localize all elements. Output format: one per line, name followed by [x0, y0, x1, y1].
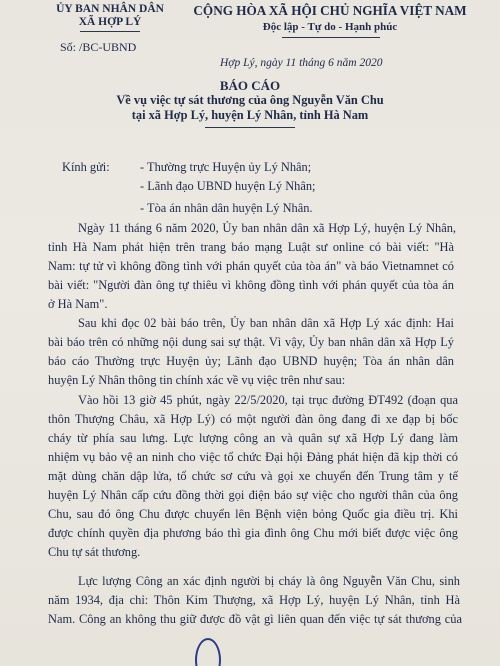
paragraph-4-line: Nam. Công an không thu giữ được đồ vật gì liên quan đến việc tự sát thương của — [48, 612, 462, 626]
paragraph-3-line: Chu, sau đó ông Chu được chuyển lên Bệnh viện bỏng Quốc gia điều trị. Khi — [48, 507, 458, 521]
place-and-date: Hợp Lý, ngày 11 tháng 6 năm 2020 — [220, 57, 383, 69]
paragraph-2-line: báo cáo Thường trực Huyện ủy; Lãnh đạo UBND huyện; Tòa án nhân dân — [48, 354, 454, 368]
recipient-item: - Lãnh đạo UBND huyện Lý Nhân; — [140, 179, 316, 193]
paragraph-3-line: cháy từ phía sau lưng. Lực lượng công an và quân sự xã Hợp Lý đang làm — [48, 431, 458, 445]
paragraph-4-line: Lực lượng Công an xác định người bị cháy là ông Nguyễn Văn Chu, sinh — [78, 574, 460, 588]
handwritten-page-mark — [195, 638, 221, 666]
recipient-item: - Thường trực Huyện ủy Lý Nhân; — [140, 160, 312, 174]
recipients-label: Kính gửi: — [62, 160, 110, 174]
agency-name-line1: ỦY BAN NHÂN DÂN — [56, 3, 164, 15]
recipient-item: - Tòa án nhân dân huyện Lý Nhân. — [140, 201, 313, 215]
paragraph-1-line: bài viết: "Người đàn ông tự thiêu vì không đồng tình với phán quyết của tòa án — [48, 278, 454, 292]
national-motto: Độc lập - Tự do - Hạnh phúc — [262, 21, 398, 33]
paragraph-2-line: huyện Lý Nhân thông tin chính xác về vụ việc trên như sau: — [48, 373, 346, 387]
paragraph-1-line: Ngày 11 tháng 6 năm 2020, Ủy ban nhân dân xã Hợp Lý, huyện Lý Nhân, — [78, 221, 456, 235]
paragraph-3-line: Chu tự sát thương. — [48, 545, 141, 559]
report-subject-line2: tại xã Hợp Lý, huyện Lý Nhân, tỉnh Hà Nam — [131, 108, 369, 122]
paragraph-3-line: nhiệm vụ bảo vệ an ninh cho việc tổ chức Đại hội Đảng phát hiện đã kịp thời có — [48, 450, 458, 464]
motto-underline — [282, 37, 380, 38]
paragraph-1-line: ở Hà Nam". — [48, 297, 108, 311]
paragraph-4-line: năm 1934, địa chỉ: Thôn Kim Thượng, xã Hợp Lý, huyện Lý Nhân, tỉnh Hà — [48, 593, 460, 607]
paragraph-3-line: huyện Lý Nhân cấp cứu đồng thời gọi điện báo sự việc cho người thân của ông — [48, 488, 458, 502]
paragraph-3-line: Vào hồi 13 giờ 45 phút, ngày 22/5/2020, tại trục đường ĐT492 (đoạn qua — [78, 393, 458, 407]
national-title: CỘNG HÒA XÃ HỘI CHỦ NGHĨA VIỆT NAM — [193, 3, 467, 18]
paragraph-3-line: mặt dùng chăn dập lửa, tổ chức sơ cứu và gọi xe chuyển đến Trung tâm y tế — [48, 469, 458, 483]
paragraph-2-line: Sau khi đọc 02 bài báo trên, Ủy ban nhân dân xã Hợp Lý xác định: Hai — [78, 316, 454, 330]
agency-name-line2: XÃ HỢP LÝ — [78, 16, 142, 28]
paragraph-3-line: thôn Thượng Châu, xã Hợp Lý) có một người đàn ông đang đi xe đạp bị bốc — [48, 412, 458, 426]
paragraph-1-line: tỉnh Hà Nam phát hiện trên trang báo mạng Luật sư online có bài viết: "Hà — [48, 240, 454, 254]
report-subject-line1: Về vụ việc tự sát thương của ông Nguyễn Văn Chu — [116, 93, 384, 107]
paragraph-3-line: được chính quyền địa phương báo thì gia đình ông Chu mới biết được việc ông — [48, 526, 458, 540]
document-number: Số: /BC-UBND — [60, 40, 137, 54]
paragraph-2-line: bài báo trên có những nội dung sai sự thật. Vì vậy, Ủy ban nhân dân xã Hợp Lý — [48, 335, 454, 349]
report-heading: BÁO CÁO — [219, 78, 281, 93]
title-underline — [205, 127, 295, 128]
paragraph-1-line: Nam: tự tử vì không đồng tình với phán quyết của tòa án" và báo Vietnamnet có — [48, 259, 454, 273]
agency-underline — [80, 31, 140, 32]
